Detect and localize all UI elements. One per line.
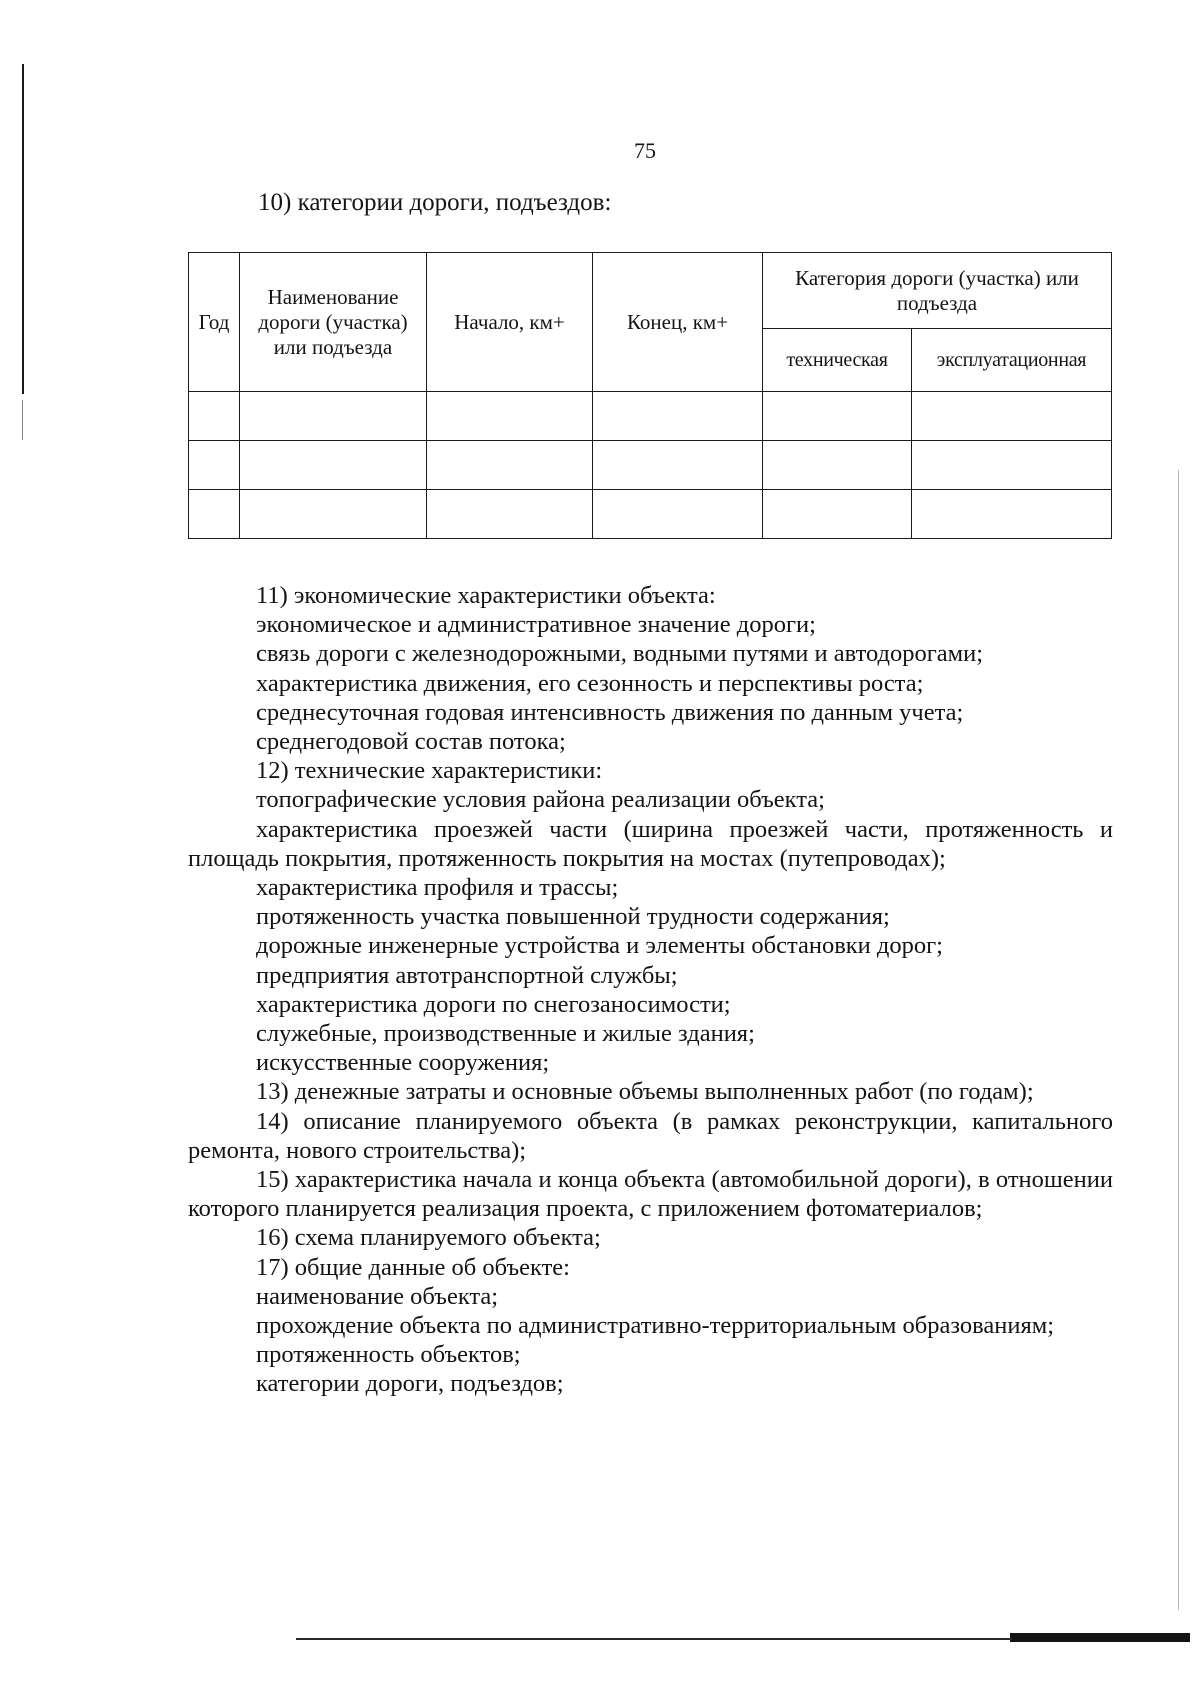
paragraph: 12) технические характеристики: [256, 757, 603, 785]
scan-bottom-bar [1010, 1633, 1190, 1642]
paragraph: служебные, производственные и жилые здания; [256, 1020, 755, 1048]
header-end: Конец, км+ [593, 253, 763, 392]
table-cell [427, 490, 593, 539]
paragraph: 11) экономические характеристики объекта: [256, 582, 716, 609]
paragraph: предприятия автотранспортной службы; [256, 961, 678, 989]
road-category-table [188, 252, 1112, 539]
table-cell [593, 392, 763, 441]
header-technical: техническая [763, 329, 912, 392]
table-cell [189, 490, 240, 539]
table-cell [763, 490, 912, 539]
paragraph: категории дороги, подъездов; [256, 1370, 564, 1398]
paragraph: характеристика профиля и трассы; [256, 874, 619, 902]
table-cell [189, 392, 240, 441]
table-cell [763, 441, 912, 490]
paragraph: 16) схема планируемого объекта; [256, 1224, 601, 1252]
table-cell [240, 490, 427, 539]
table-cell [912, 490, 1112, 539]
table-row [189, 392, 1112, 441]
table-cell [240, 392, 427, 441]
paragraph: среднесуточная годовая интенсивность движения по данным учета; [256, 698, 964, 726]
paragraph: наименование объекта; [256, 1282, 499, 1310]
scan-bottom-line [296, 1638, 1012, 1640]
paragraph: протяженность участка повышенной трудности содержания; [256, 903, 890, 931]
paragraph: 17) общие данные об объекте: [256, 1253, 570, 1281]
paragraph: искусственные сооружения; [256, 1049, 550, 1077]
paragraph: характеристика движения, его сезонность и перспективы роста; [256, 669, 924, 697]
paragraph: 15) характеристика начала и конца объекта (автомобильной дороги), в отношении которого планируется реализация проекта, с приложением фотоматериалов; [188, 1166, 1113, 1223]
paragraph: дорожные инженерные устройства и элементы обстановки дорог; [256, 932, 943, 960]
paragraph: среднегодовой состав потока; [256, 728, 566, 756]
header-operational: эксплуатационная [912, 329, 1112, 392]
header-year: Год [189, 253, 240, 392]
page-number: 75 [634, 138, 656, 163]
table-cell [427, 441, 593, 490]
table-cell [189, 441, 240, 490]
paragraph: протяженность объектов; [256, 1341, 521, 1369]
table-row [189, 490, 1112, 539]
table-cell [240, 441, 427, 490]
table-cell [593, 490, 763, 539]
table-cell [912, 392, 1112, 441]
table-cell [912, 441, 1112, 490]
paragraph: характеристика проезжей части (ширина проезжей части, протяженность и площадь покрытия, протяженность покрытия на мостах (путепроводах); [188, 815, 1113, 872]
header-category: Категория дороги (участка) или подъезда [763, 253, 1112, 329]
paragraph: 13) денежные затраты и основные объемы выполненных работ (по годам); [256, 1078, 1034, 1106]
scan-edge-left-mark [22, 400, 23, 440]
table-cell [593, 441, 763, 490]
header-road-name: Наименование дороги (участка) или подъезда [240, 253, 427, 392]
paragraph: характеристика дороги по снегозаносимости; [256, 990, 731, 1018]
table-cell [427, 392, 593, 441]
body-text [188, 581, 1113, 1399]
paragraph: топографические условия района реализации объекта; [256, 786, 825, 814]
paragraph: связь дороги с железнодорожными, водными путями и автодорогами; [256, 640, 984, 668]
header-start: Начало, км+ [427, 253, 593, 392]
table-cell [763, 392, 912, 441]
paragraph: экономическое и административное значение дороги; [256, 611, 816, 639]
paragraph: прохождение объекта по административно-территориальным образованиям; [256, 1312, 1055, 1340]
table-intro: 10) категории дороги, подъездов: [258, 189, 612, 216]
scan-edge-right [1178, 470, 1179, 1610]
paragraph: 14) описание планируемого объекта (в рамках реконструкции, капитального ремонта, нового строительства); [188, 1107, 1113, 1164]
scan-edge-left [22, 64, 24, 394]
table-row [189, 441, 1112, 490]
